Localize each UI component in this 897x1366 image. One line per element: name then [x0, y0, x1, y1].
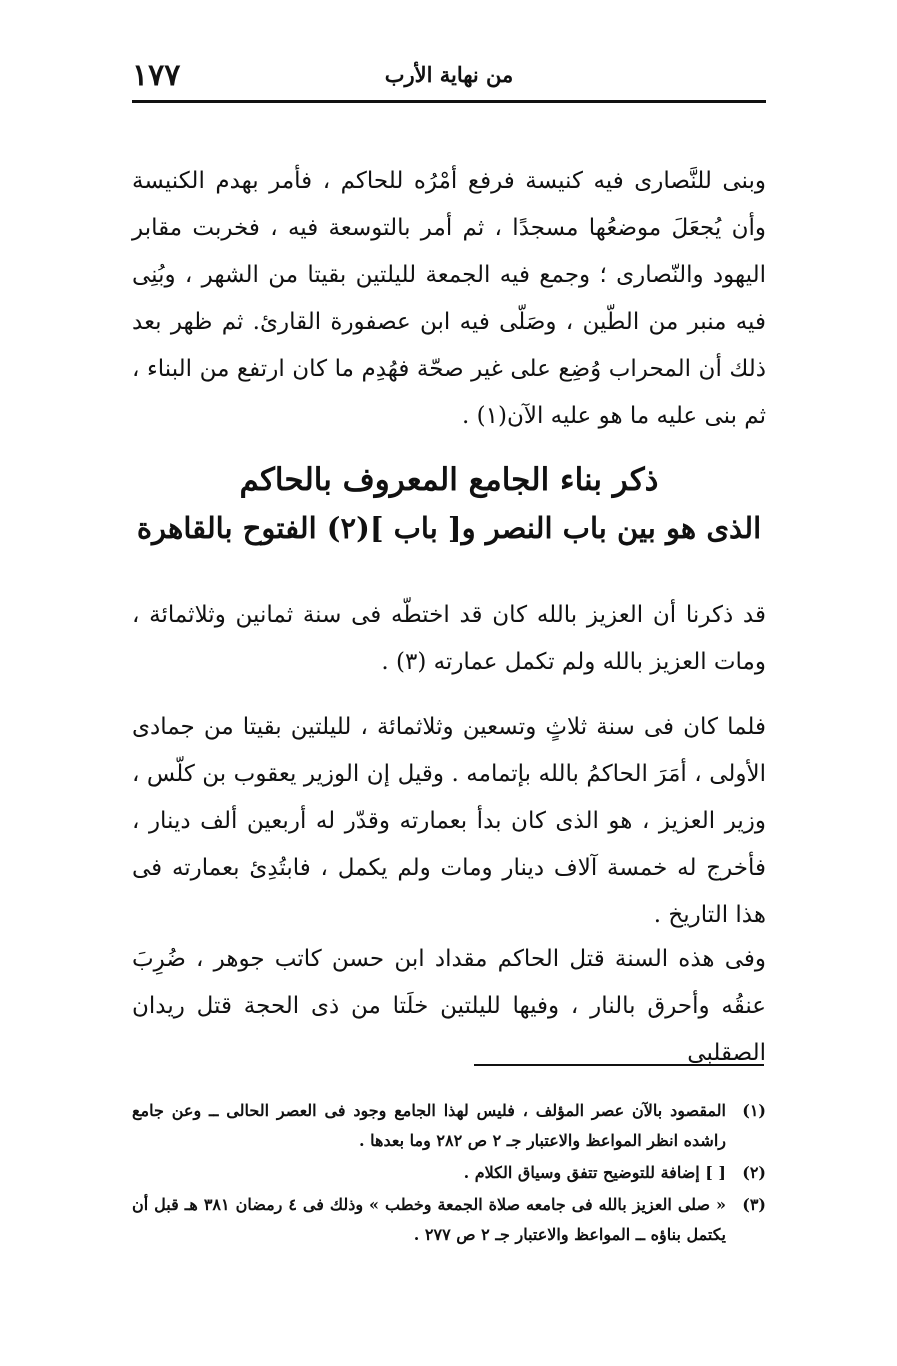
footnote-text: المقصود بالآن عصر المؤلف ، فليس لهذا الجامع وجود فى العصر الحالى ــ وعن جامع راشده انظر المواعظ والاعتبار جـ ٢ ص ٢٨٢ وما بعدها . [132, 1101, 726, 1150]
footnotes-list [132, 1096, 766, 1252]
footnote-3 [132, 1190, 766, 1250]
footnote-marker: (٢) [742, 1163, 766, 1182]
footnote-text: « صلى العزيز بالله فى جامعه صلاة الجمعة وخطب » وذلك فى ٤ رمضان ٣٨١ هـ قبل أن يكتمل بناؤه ــ المواعظ والاعتبار جـ ٢ ص ٢٧٧ . [132, 1195, 727, 1244]
body-paragraph-3: فلما كان فى سنة ثلاثٍ وتسعين وثلاثمائة ، لليلتين بقيتا من جمادى الأولى ، أمَرَ الحاكمُ بالله بإتمامه . وقيل إن الوزير يعقوب بن كلّس ، وزير العزيز ، هو الذى كان بدأ بعمارته وقدّر له أربعين ألف دينار ، فأخرج له خمسة آلاف دينار ومات ولم يكمل ، فابتُدِئ بعمارته فى هذا التاريخ . [132, 714, 766, 928]
footnote-1 [132, 1096, 766, 1156]
running-title: من نهاية الأرب [384, 62, 514, 87]
footnote-2 [132, 1158, 766, 1188]
footnote-marker: (٣) [742, 1195, 766, 1214]
footnote-text: [ ] إضافة للتوضيح تتفق وسياق الكلام . [463, 1163, 726, 1182]
footnote-rule [474, 1064, 764, 1066]
body-paragraph-1: وبنى للنَّصارى فيه كنيسة فرفع أمْرُه للحاكم ، فأمر بهدم الكنيسة وأن يُجعَلَ موضعُها مسجدًا ، ثم أمر بالتوسعة فيه ، فخربت مقابر اليهود والنّصارى ؛ وجمع فيه الجمعة لليلتين بقيتا من الشهر ، وبُنِى فيه منبر من الطّين ، وصَلّى فيه ابن عصفورة القارئ. ثم ظهر بعد ذلك أن المحراب وُضِع على غير صحّة فهُدِم ما كان ارتفع من البناء ، ثم بنى عليه ما هو عليه الآن(١) . [132, 168, 766, 429]
header-rule [132, 100, 766, 103]
body-paragraph-4: وفى هذه السنة قتل الحاكم مقداد ابن حسن كاتب جوهر ، ضُرِبَ عنقُه وأحرق بالنار ، وفيها لليلتين خلَتا من ذى الحجة قتل ريدان الصقلبى [132, 946, 766, 1066]
page-header [132, 58, 766, 98]
section-subheading: الذى هو بين باب النصر و[ باب ](٢) الفتوح بالقاهرة [136, 511, 762, 545]
body-paragraph-2: قد ذكرنا أن العزيز بالله كان قد اختطّه فى سنة ثمانين وثلاثمائة ، ومات العزيز بالله ولم تكمل عمارته (٣) . [132, 602, 766, 675]
footnote-marker: (١) [742, 1101, 766, 1120]
section-heading: ذكر بناء الجامع المعروف بالحاكم [239, 462, 659, 498]
page-number: ١٧٧ [132, 58, 181, 93]
